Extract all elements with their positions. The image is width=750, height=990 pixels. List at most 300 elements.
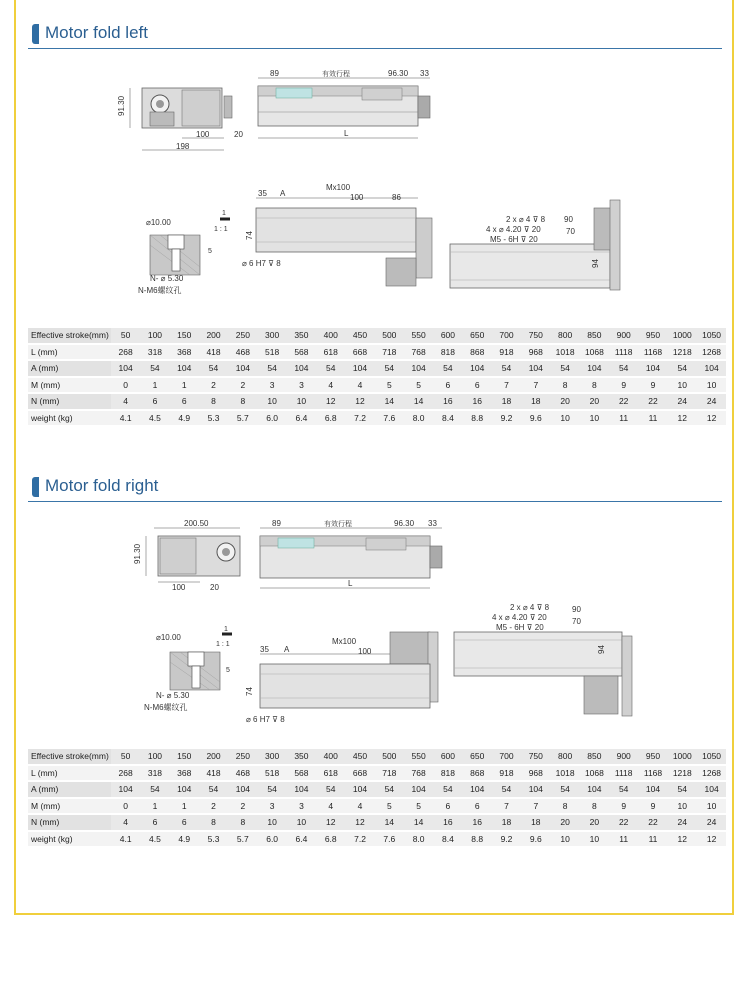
table-cell: 54 [316,782,345,797]
table-cell: 16 [433,815,462,830]
table-cell: 104 [638,782,667,797]
detail-marker: 1 [222,210,226,217]
table-cell: 8.8 [463,411,492,426]
table-cell: 6 [463,799,492,814]
table-cell: 718 [375,766,404,781]
table-cell: 54 [375,361,404,376]
table-cell: 918 [492,766,521,781]
table-cell: 16 [463,815,492,830]
front-view-drawing-2 [450,600,640,718]
table-cell: 4 [316,799,345,814]
table-cell: 5 [404,799,433,814]
dim-91-30: 91.30 [117,95,126,116]
top-view-drawing-2 [240,632,450,728]
table-cell: 104 [228,361,257,376]
table-row [28,378,726,393]
table-cell: 1000 [668,749,697,764]
table-cell: 368 [170,766,199,781]
row-label: A (mm) [28,361,111,376]
dim-89: 89 [270,69,279,78]
dim-effective-stroke: 有效行程 [322,71,350,78]
table-cell: 850 [580,328,609,343]
table-cell: 268 [111,766,140,781]
table-cell: 8.8 [463,832,492,847]
table-row [28,832,726,847]
table-cell: 418 [199,766,228,781]
table-cell: 9 [638,799,667,814]
table-cell: 1068 [580,345,609,360]
table-cell: 318 [140,345,169,360]
dim-effective-stroke-2: 有效行程 [324,521,352,528]
dim-100-2: 100 [172,583,186,592]
table-cell: 24 [668,394,697,409]
table-cell: 7.6 [375,411,404,426]
table-cell: 10 [550,411,579,426]
table-cell: 868 [463,345,492,360]
table-cell: 1 [170,378,199,393]
row-label: L (mm) [28,766,111,781]
table-cell: 54 [316,361,345,376]
table-cell: 54 [257,782,286,797]
table-cell: 100 [140,749,169,764]
table-cell: 16 [463,394,492,409]
label-hole-3-2: M5 - 6H ⊽ 20 [496,623,544,632]
table-cell: 104 [228,782,257,797]
table-cell: 1050 [697,749,726,764]
table-cell: 54 [668,361,697,376]
label-hole-1-2: 2 x ⌀ 4 ⊽ 8 [510,603,550,612]
table-cell: 4.1 [111,411,140,426]
label-hole-2-2: 4 x ⌀ 4.20 ⊽ 20 [492,613,547,622]
table-cell: 6.8 [316,832,345,847]
table-cell: 500 [375,749,404,764]
table-cell: 54 [550,782,579,797]
table-cell: 16 [433,394,462,409]
row-label: Effective stroke(mm) [28,749,111,764]
table-cell: 104 [463,782,492,797]
dim-L-2: L [348,579,353,588]
table-cell: 668 [345,766,374,781]
dim-200-50: 200.50 [184,519,209,528]
section-title-motor-fold-left [28,22,722,49]
table-cell: 1000 [668,328,697,343]
table-cell: 3 [257,799,286,814]
table-cell: 7 [492,378,521,393]
table-row [28,328,726,343]
table-cell: 8 [199,394,228,409]
table-cell: 2 [228,378,257,393]
table-cell: 24 [668,815,697,830]
table-cell: 20 [550,815,579,830]
table-cell: 50 [111,749,140,764]
table-cell: 800 [550,749,579,764]
table-cell: 104 [580,361,609,376]
table-cell: 8 [550,799,579,814]
spec-table-motor-fold-right [28,747,726,848]
table-cell: 20 [580,815,609,830]
table-cell: 4 [345,799,374,814]
table-cell: 18 [521,394,550,409]
table-cell: 104 [404,361,433,376]
table-cell: 1 [140,799,169,814]
dim-89-2: 89 [272,519,281,528]
dim-74: 74 [245,231,254,240]
table-cell: 818 [433,766,462,781]
table-cell: 450 [345,328,374,343]
table-cell: 12 [345,815,374,830]
table-cell: 12 [668,411,697,426]
table-cell: 11 [638,832,667,847]
table-cell: 9.6 [521,411,550,426]
table-cell: 1218 [668,345,697,360]
table-cell: 11 [609,411,638,426]
table-cell: 768 [404,766,433,781]
detail-view-drawing [130,205,240,297]
table-cell: 54 [668,782,697,797]
table-cell: 6 [170,394,199,409]
table-cell: 20 [550,394,579,409]
table-cell: 12 [316,394,345,409]
dim-70-2: 70 [572,617,581,626]
dim-A: A [280,189,286,198]
dim-86: 86 [392,193,401,202]
table-cell: 468 [228,345,257,360]
table-cell: 650 [463,328,492,343]
table-cell: 54 [492,782,521,797]
table-cell: 7 [521,799,550,814]
table-cell: 968 [521,345,550,360]
table-cell: 20 [580,394,609,409]
table-cell: 6.4 [287,832,316,847]
table-cell: 4.1 [111,832,140,847]
table-cell: 550 [404,749,433,764]
row-label: Effective stroke(mm) [28,328,111,343]
table-cell: 818 [433,345,462,360]
dim-70: 70 [566,227,575,236]
table-cell: 14 [375,815,404,830]
table-cell: 1168 [638,766,667,781]
side-view-drawing-2 [258,519,453,594]
table-cell: 4.5 [140,832,169,847]
table-cell: 8.0 [404,832,433,847]
table-cell: 4 [111,394,140,409]
table-cell: 4.5 [140,411,169,426]
table-cell: 1 [170,799,199,814]
table-cell: 14 [375,394,404,409]
table-cell: 54 [492,361,521,376]
table-cell: 6 [140,394,169,409]
table-cell: 3 [287,378,316,393]
section-title-motor-fold-right [28,475,722,502]
table-cell: 104 [170,361,199,376]
table-cell: 1218 [668,766,697,781]
table-cell: 104 [521,361,550,376]
side-view-drawing [252,69,447,142]
dim-94: 94 [591,259,600,268]
row-label: L (mm) [28,345,111,360]
table-cell: 4 [345,378,374,393]
table-cell: 300 [257,749,286,764]
table-cell: 54 [140,782,169,797]
table-cell: 5.3 [199,832,228,847]
end-view-drawing-2 [134,518,264,598]
table-cell: 3 [257,378,286,393]
dim-phi-10: ⌀10.00 [146,218,171,227]
table-cell: 1118 [609,345,638,360]
dim-90-2: 90 [572,605,581,614]
table-cell: 400 [316,328,345,343]
table-cell: 4 [316,378,345,393]
table-cell: 418 [199,345,228,360]
table-cell: 950 [638,328,667,343]
table-cell: 104 [287,361,316,376]
table-cell: 104 [521,782,550,797]
table-cell: 0 [111,799,140,814]
table-cell: 568 [287,345,316,360]
table-cell: 12 [316,815,345,830]
dim-phi-10-2: ⌀10.00 [156,633,181,642]
table-cell: 8.0 [404,411,433,426]
table-cell: 900 [609,328,638,343]
table-cell: 250 [228,328,257,343]
dim-198: 198 [176,142,190,151]
table-row [28,411,726,426]
dim-100: 100 [196,130,210,139]
table-cell: 9.2 [492,411,521,426]
table-cell: 5.7 [228,411,257,426]
table-cell: 104 [287,782,316,797]
table-cell: 10 [257,394,286,409]
label-h7: ⌀ 6 H7 ⊽ 8 [242,259,281,268]
table-cell: 104 [345,782,374,797]
table-cell: 6.4 [287,411,316,426]
table-cell: 6 [433,378,462,393]
table-cell: 104 [580,782,609,797]
table-cell: 718 [375,345,404,360]
table-cell: 10 [668,378,697,393]
table-cell: 868 [463,766,492,781]
dim-100b: 100 [350,193,364,202]
table-cell: 150 [170,328,199,343]
table-cell: 10 [697,378,726,393]
table-cell: 350 [287,749,316,764]
dim-33: 33 [420,69,429,78]
table-cell: 450 [345,749,374,764]
table-cell: 2 [228,799,257,814]
table-cell: 8 [550,378,579,393]
table-cell: 500 [375,328,404,343]
table-cell: 468 [228,766,257,781]
end-view-drawing [117,82,250,154]
table-cell: 54 [257,361,286,376]
dim-33-2: 33 [428,519,437,528]
table-cell: 9 [638,378,667,393]
table-row [28,782,726,797]
table-cell: 8 [199,815,228,830]
table-cell: 7.6 [375,832,404,847]
table-cell: 9 [609,799,638,814]
dim-74-2: 74 [245,687,254,696]
table-cell: 4.9 [170,832,199,847]
table-cell: 10 [580,832,609,847]
table-cell: 1268 [697,345,726,360]
table-cell: 6 [463,378,492,393]
table-cell: 14 [404,815,433,830]
table-cell: 22 [609,394,638,409]
table-cell: 11 [609,832,638,847]
table-cell: 268 [111,345,140,360]
label-n-5-30: N- ⌀ 5.30 [150,274,184,283]
table-cell: 700 [492,328,521,343]
label-hole-3: M5 - 6H ⊽ 20 [490,235,538,244]
row-label: weight (kg) [28,832,111,847]
table-cell: 104 [345,361,374,376]
table-cell: 150 [170,749,199,764]
table-cell: 5 [375,799,404,814]
table-cell: 104 [404,782,433,797]
table-cell: 24 [697,815,726,830]
table-cell: 2 [199,799,228,814]
label-hole-2: 4 x ⌀ 4.20 ⊽ 20 [486,225,541,234]
table-cell: 54 [550,361,579,376]
section-title-text: Motor fold left [45,23,148,42]
detail-scale-2: 1 : 1 [216,641,230,648]
table-cell: 4.9 [170,411,199,426]
table-cell: 2 [199,378,228,393]
dim-20: 20 [234,130,243,139]
table-cell: 10 [287,394,316,409]
top-view-drawing [240,184,440,299]
table-cell: 5 [375,378,404,393]
table-cell: 3 [287,799,316,814]
dim-100b-2: 100 [358,647,372,656]
table-cell: 104 [170,782,199,797]
table-cell: 8 [580,799,609,814]
table-cell: 7 [492,799,521,814]
table-cell: 18 [492,394,521,409]
table-cell: 318 [140,766,169,781]
table-cell: 518 [257,766,286,781]
table-cell: 7.2 [345,832,374,847]
table-cell: 750 [521,749,550,764]
table-cell: 668 [345,345,374,360]
table-cell: 22 [638,815,667,830]
table-cell: 11 [638,411,667,426]
table-cell: 350 [287,328,316,343]
table-cell: 22 [609,815,638,830]
row-label: N (mm) [28,394,111,409]
table-cell: 54 [433,782,462,797]
table-cell: 6 [170,815,199,830]
table-cell: 54 [199,361,228,376]
table-cell: 4 [111,815,140,830]
table-cell: 54 [609,782,638,797]
table-cell: 968 [521,766,550,781]
table-cell: 104 [111,782,140,797]
table-cell: 8.4 [433,411,462,426]
detail-scale: 1 : 1 [214,226,228,233]
row-label: N (mm) [28,815,111,830]
spec-table-motor-fold-left [28,326,726,427]
table-cell: 8 [228,394,257,409]
dim-96-30-2: 96.30 [394,519,415,528]
table-cell: 9.6 [521,832,550,847]
dim-L: L [344,129,349,138]
table-cell: 0 [111,378,140,393]
row-label: M (mm) [28,378,111,393]
table-row [28,815,726,830]
table-cell: 200 [199,749,228,764]
title-accent-bar [32,477,39,497]
table-cell: 300 [257,328,286,343]
table-cell: 918 [492,345,521,360]
table-cell: 1050 [697,328,726,343]
table-cell: 1018 [550,766,579,781]
label-hole-1: 2 x ⌀ 4 ⊽ 8 [506,215,546,224]
table-cell: 900 [609,749,638,764]
label-n-5-30-2: N- ⌀ 5.30 [156,691,190,700]
row-label: weight (kg) [28,411,111,426]
table-cell: 7.2 [345,411,374,426]
dim-mx100-2: Mx100 [332,637,357,646]
table-cell: 7 [521,378,550,393]
table-cell: 550 [404,328,433,343]
table-cell: 10 [697,799,726,814]
dim-5: 5 [208,248,212,255]
table-cell: 104 [463,361,492,376]
table-cell: 650 [463,749,492,764]
table-cell: 1118 [609,766,638,781]
table-cell: 54 [433,361,462,376]
table-cell: 104 [111,361,140,376]
label-h7-2: ⌀ 6 H7 ⊽ 8 [246,715,285,724]
label-n-m6-2: N-M6螺纹孔 [144,703,188,712]
table-cell: 6.0 [257,411,286,426]
table-cell: 12 [697,411,726,426]
table-cell: 22 [638,394,667,409]
detail-view-drawing-2 [140,628,250,720]
detail-marker-2: 1 [224,626,228,633]
table-cell: 6 [433,799,462,814]
table-cell: 54 [375,782,404,797]
dim-A-2: A [284,645,290,654]
dim-20-2: 20 [210,583,219,592]
table-cell: 5.3 [199,411,228,426]
row-label: A (mm) [28,782,111,797]
table-cell: 6.0 [257,832,286,847]
table-row [28,361,726,376]
dim-mx100: Mx100 [326,183,351,192]
table-cell: 10 [287,815,316,830]
front-view-drawing [444,196,644,301]
table-cell: 8.4 [433,832,462,847]
table-cell: 104 [638,361,667,376]
table-cell: 10 [580,411,609,426]
table-cell: 850 [580,749,609,764]
table-cell: 1268 [697,766,726,781]
table-cell: 9.2 [492,832,521,847]
table-cell: 14 [404,394,433,409]
table-cell: 54 [199,782,228,797]
table-cell: 518 [257,345,286,360]
table-cell: 750 [521,328,550,343]
table-row [28,799,726,814]
table-cell: 104 [697,782,726,797]
table-cell: 250 [228,749,257,764]
table-cell: 600 [433,749,462,764]
table-cell: 10 [257,815,286,830]
table-cell: 950 [638,749,667,764]
